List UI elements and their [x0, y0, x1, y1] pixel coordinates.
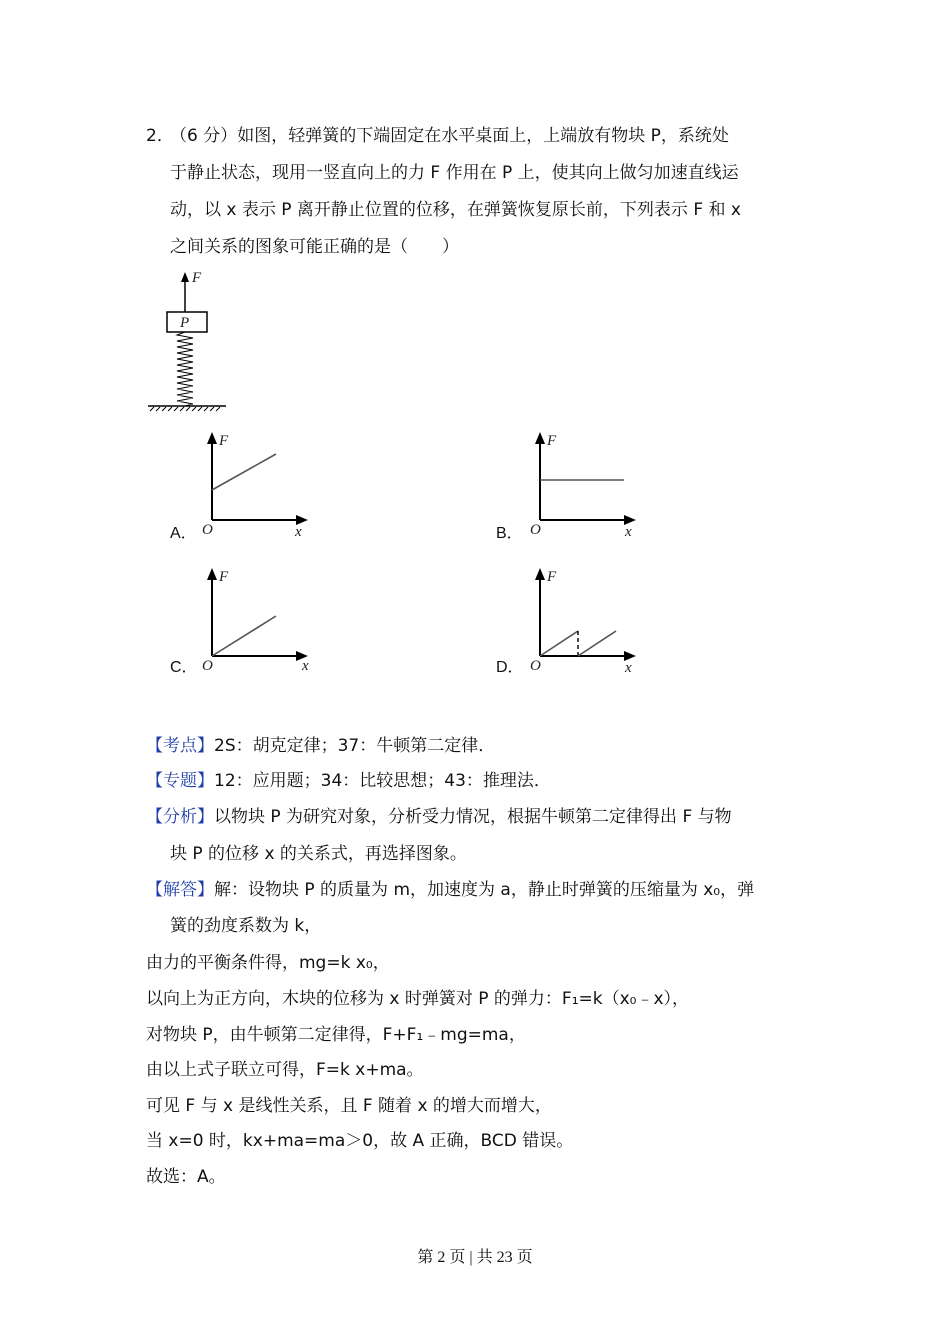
solution-step-6: 当 x=0 时，kx+ma=ma＞0，故 A 正确，BCD 错误。 [146, 1131, 574, 1151]
zhuanti-text: 12：应用题；34：比较思想；43：推理法． [214, 771, 551, 791]
jieda-line-2: 簧的劲度系数为 k， [170, 916, 322, 936]
block-label: P [180, 315, 190, 331]
option-a-label: A． [170, 525, 197, 542]
kaodian-tag: 【考点】 [146, 736, 214, 756]
option-b-ylabel: F [547, 433, 557, 449]
question-line-4: 之间关系的图象可能正确的是（ ） [170, 237, 459, 257]
fenxi-tag: 【分析】 [146, 807, 214, 827]
option-a-ylabel: F [219, 433, 229, 449]
option-a-graph [196, 430, 316, 542]
force-label: F [192, 270, 202, 286]
option-b-graph [524, 430, 644, 542]
option-c-origin: O [202, 658, 213, 674]
option-d-label: D． [496, 659, 524, 676]
option-c-graph [196, 566, 316, 678]
solution-step-5: 可见 F 与 x 是线性关系，且 F 随着 x 的增大而增大， [146, 1096, 552, 1116]
solution-step-3: 对物块 P，由牛顿第二定律得，F+F₁﹣mg=ma， [146, 1025, 526, 1045]
solution-step-7: 故选：A。 [146, 1167, 226, 1187]
zhuanti-tag: 【专题】 [146, 771, 214, 791]
fenxi-row [146, 805, 732, 829]
spring-block-diagram [140, 268, 240, 418]
fenxi-line-1: 以物块 P 为研究对象，分析受力情况，根据牛顿第二定律得出 F 与物 [214, 807, 732, 827]
question-line-2: 于静止状态，现用一竖直向上的力 F 作用在 P 上，使其向上做匀加速直线运 [170, 163, 739, 183]
fenxi-line-2: 块 P 的位移 x 的关系式，再选择图象。 [170, 844, 467, 864]
option-a-xlabel: x [295, 524, 302, 540]
question-number: 2． [146, 126, 174, 146]
option-c-xlabel: x [302, 658, 309, 674]
option-c-ylabel: F [219, 569, 229, 585]
option-d-xlabel: x [625, 660, 632, 676]
option-b-label: B． [496, 525, 523, 542]
zhuanti-row [146, 769, 551, 793]
jieda-line-1: 解：设物块 P 的质量为 m，加速度为 a，静止时弹簧的压缩量为 x₀，弹 [214, 880, 755, 900]
solution-step-2: 以向上为正方向，木块的位移为 x 时弹簧对 P 的弹力：F₁=k（x₀﹣x）， [146, 989, 690, 1009]
option-b-xlabel: x [625, 524, 632, 540]
question-line-3: 动，以 x 表示 P 离开静止位置的位移，在弹簧恢复原长前，下列表示 F 和 x [170, 200, 741, 220]
jieda-row [146, 878, 754, 902]
jieda-tag: 【解答】 [146, 880, 214, 900]
option-a-origin: O [202, 522, 213, 538]
option-d-ylabel: F [547, 569, 557, 585]
question-line-1: （6 分）如图，轻弹簧的下端固定在水平桌面上，上端放有物块 P，系统处 [170, 126, 729, 146]
kaodian-text: 2S：胡克定律；37：牛顿第二定律． [214, 736, 496, 756]
option-c-label: C． [170, 659, 198, 676]
solution-step-4: 由以上式子联立可得，F=k x+ma。 [146, 1060, 424, 1080]
option-d-graph [524, 566, 644, 678]
page-footer: 第 2 页 | 共 23 页 [417, 1249, 533, 1266]
solution-step-1: 由力的平衡条件得，mg=k x₀， [146, 953, 390, 973]
option-b-origin: O [530, 522, 541, 538]
option-d-origin: O [530, 658, 541, 674]
kaodian-row [146, 734, 495, 758]
